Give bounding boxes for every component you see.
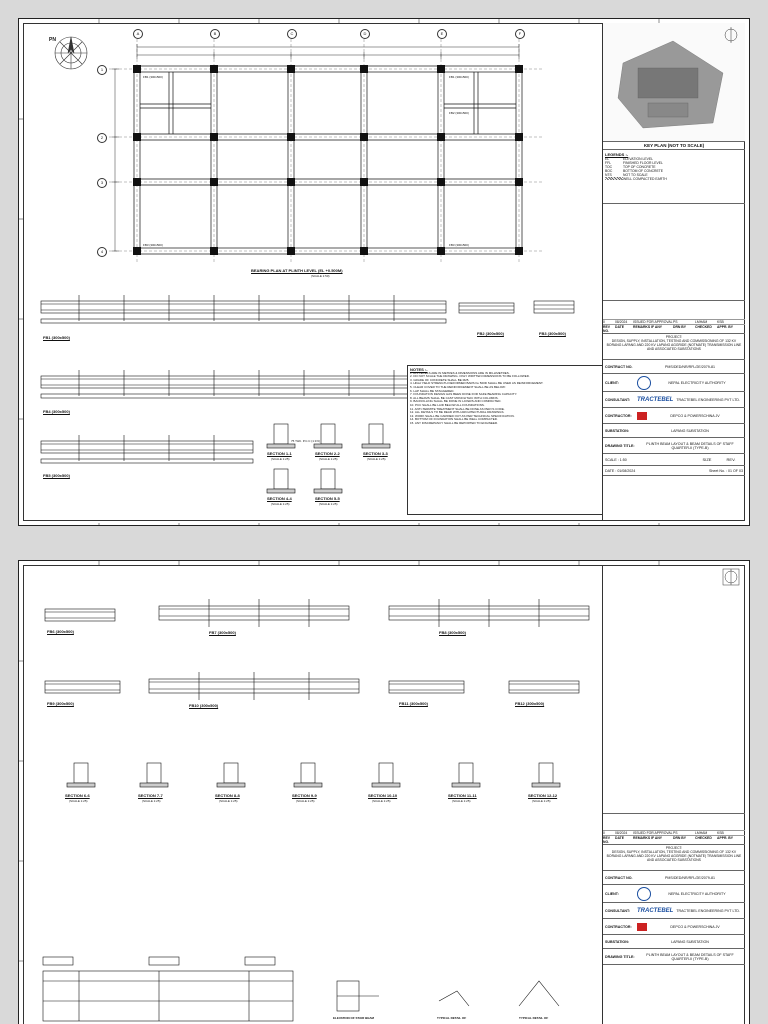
section-scale: (SCALE 1:25): [372, 799, 391, 803]
note-item: 15. ANY DISCREPANCY SHALL BE REPORTED TO ENGINEER.: [410, 420, 498, 425]
legend-hatch-icon: [605, 177, 623, 180]
contractor-label: CONTRACTOR:: [605, 413, 632, 418]
drawing-sheet-1: [18, 18, 750, 526]
section-scale: (SCALE 1:25): [219, 799, 238, 803]
grid-bubble-c: C: [287, 29, 297, 39]
notes-title: NOTES :-: [410, 367, 428, 372]
compass-icon: [55, 37, 87, 69]
section-scale: (SCALE 1:25): [69, 799, 88, 803]
substation-name: LAPANG SUBSTATION: [671, 428, 709, 433]
tractebel-logo: TRACTEBEL: [637, 907, 674, 914]
rev-head: DATE: [615, 325, 624, 329]
title-block: [602, 565, 745, 1024]
section-scale: (SCALE 1:25): [367, 457, 386, 461]
section-scale: (SCALE 1:25): [532, 799, 551, 803]
beam-label-fb2: FB2 (300x500): [449, 111, 469, 115]
note-item: 13. WORK SHALL BE CARRIED OUT AS PER TECHNICAL SPECIFICATION.: [410, 413, 515, 418]
project-label: PROJECT:: [665, 335, 683, 339]
size-label: SIZE: [702, 457, 712, 462]
revision-table: [603, 814, 745, 845]
legend-desc: ELEVATION LEVEL: [623, 157, 654, 161]
grid-bubble-2: 2: [97, 133, 107, 143]
legend-desc: WELL COMPACTED EARTH: [623, 177, 667, 181]
grid-bubble-a: A: [133, 29, 143, 39]
revision-table: [603, 301, 745, 334]
beam-label-fb1-right: FB1 (300x500): [449, 75, 469, 79]
beam-title-fb8: FB8 (300x500): [439, 630, 466, 635]
legend-code: EL: [605, 157, 610, 161]
project-name: DESIGN, SUPPLY, INSTALLATION, TESTING AND COMMISSIONING OF 132 KV BORANG LAPANG AND 220 KV LAPANG AGGRIDE (NOTMATE) TRANSMISSION LINE AND ASSOCIATED SUBSTATIONS: [606, 339, 742, 351]
note-item: 4. HIGH YIELD STRENGTH DEFORMED BARS Fe 500D SHALL BE USED AS REINFORCEMENT.: [410, 381, 544, 386]
drawing-title-label: DRAWING TITLE:: [605, 443, 635, 448]
consultant-name: TRACTEBEL ENGINEERING PVT LTD.: [676, 908, 740, 913]
drawing-sheet-2: [18, 560, 750, 1024]
note-item: 3. GRADE OF CONCRETE SHALL BE M25.: [410, 377, 470, 382]
rev-head: CHECKED: [695, 325, 712, 329]
scale-label: SCALE : 1:50: [605, 457, 627, 462]
section-scale: (SCALE 1:25): [452, 799, 471, 803]
pcc-note: 75 THK. P.C.C (1:3:6): [291, 439, 320, 443]
nea-logo-icon: [637, 887, 651, 901]
drawing-title: PLINTH BEAM LAYOUT & BEAM DETAILS OF STAFF QUARTER-II (TYPE-B): [646, 441, 734, 450]
beam-title-fb2: FB2 (300x500): [477, 331, 504, 336]
section-title: SECTION 4-4: [267, 496, 292, 501]
client-name: NEPAL ELECTRICITY AUTHORITY: [668, 380, 726, 385]
beam-title-fb7: FB7 (300x500): [209, 630, 236, 635]
beam-title-fb9: FB9 (300x500): [47, 701, 74, 706]
north-icon: [723, 569, 739, 585]
substation-name: LAPANG SUBSTATION: [671, 939, 709, 944]
plan-title: BEARING PLAN AT PLINTH LEVEL (EL +0.500M): [251, 268, 343, 273]
key-plan-label: KEY PLAN (NOT TO SCALE): [603, 142, 745, 150]
section-title: SECTION 8-8: [215, 793, 240, 798]
date-label: DATE : 01/08/2024: [605, 468, 636, 473]
section-title: SECTION 12-12: [528, 793, 558, 798]
rev-cell: PS: [673, 831, 678, 835]
client-label: CLIENT:: [605, 380, 619, 385]
project-name: DESIGN, SUPPLY, INSTALLATION, TESTING AND COMMISSIONING OF 132 KV BORANG LAPANG AND 220 KV LAPANG AGGRIDE (NOTMATE) TRANSMISSION LINE AND ASSOCIATED SUBSTATIONS: [606, 850, 742, 862]
section-scale: (SCALE 1:25): [142, 799, 161, 803]
legend-panel: [603, 150, 745, 204]
section-scale: (SCALE 1:25): [271, 502, 290, 506]
tractebel-logo: TRACTEBEL: [637, 396, 674, 403]
contract-label: CONTRACT NO.: [605, 364, 633, 369]
note-item: 12. ALL DETAILS TO BE READ WITH ARCHITECTURAL DRAWINGS.: [410, 410, 505, 415]
grid-bubble-4: 4: [97, 247, 107, 257]
client-label: CLIENT:: [605, 891, 619, 896]
note-item: 2. DO NOT SCALE THE DRAWING. ONLY WRITTEN DIMENSIONS TO BE FOLLOWED.: [410, 374, 530, 379]
rev-head: REMARKS IF ANY: [633, 836, 663, 840]
rev-head: REV NO.: [603, 836, 610, 844]
section-scale: (SCALE 1:25): [271, 457, 290, 461]
notes-panel: [407, 365, 603, 515]
rev-cell: KSB: [717, 320, 724, 324]
note-item: 1. ALL LEVELS ARE IN METRES & DIMENSIONS ARE IN MILLIMETRES.: [410, 370, 510, 375]
note-item: 7. FOUNDATION DESIGN HAS BEEN DONE FOR SAFE BEARING CAPACITY.: [410, 392, 518, 397]
nea-logo-icon: [637, 376, 651, 390]
beam-title-fb4: FB4 (300x500): [43, 409, 70, 414]
rev-head: APPR. BY: [717, 325, 734, 329]
blank-area: [603, 204, 745, 301]
note-item: 14. BOTTOM OF FOUNDATION SHALL BE WELL COMPACTED.: [410, 417, 498, 422]
rev-cell: 0: [603, 320, 605, 324]
beam-label-fb3-right: FB3 (300x500): [449, 243, 469, 247]
substation-label: SUBSTATION:: [605, 428, 630, 433]
contract-no: PMS/DED/NR/RFL/2E/2079-81: [665, 875, 715, 880]
section-title: SECTION 11-11: [448, 793, 477, 798]
drawing-title: PLINTH BEAM LAYOUT & BEAM DETAILS OF STAFF QUARTER-II (TYPE-B): [646, 952, 734, 961]
grid-bubble-d: D: [360, 29, 370, 39]
note-item: 11. ANTI-TERMITE TREATMENT SHALL BE DONE AS PER IS CODE.: [410, 406, 505, 411]
legend-desc: FINISHED FLOOR LEVEL: [623, 161, 663, 165]
beam-title-fb11: FB11 (300x500): [399, 701, 428, 706]
detail-label-a: TYPICAL DETAIL OF: [437, 1016, 467, 1020]
detail-label-b: TYPICAL DETAIL OF: [519, 1016, 549, 1020]
rev-head: REMARKS IF ANY: [633, 325, 663, 329]
rev-head: DATE: [615, 836, 624, 840]
contractor-logo-icon: [637, 923, 647, 931]
rev-cell: 0: [603, 831, 605, 835]
note-item: 8. ALL BEAMS SHALL BE CAST MONOLITHIC WITH COLUMNS.: [410, 395, 499, 400]
rev-head: CHECKED: [695, 836, 712, 840]
sheet-no: Sheet No. : 01 OF 03: [709, 468, 743, 473]
section-title: SECTION 3-3: [363, 451, 388, 456]
rev-cell: KSB: [717, 831, 724, 835]
contractor-name: DEPCO & POWERSCHINA JV: [670, 413, 720, 418]
rev-head: REV NO.: [603, 325, 610, 333]
note-item: 5. CLEAR COVER TO THE REINFORCEMENT SHALL BE AS BELOW:: [410, 384, 506, 389]
rev-cell: LMHAM: [695, 320, 708, 324]
rev-head: DRN BY: [673, 325, 686, 329]
legend-code: TOC: [605, 165, 613, 169]
section-title: SECTION 9-9: [292, 793, 317, 798]
rev-cell: 08/2024: [615, 831, 628, 835]
section-scale: (SCALE 1:25): [296, 799, 315, 803]
legend-desc: NOT TO SCALE: [623, 173, 648, 177]
drawing-title-label: DRAWING TITLE:: [605, 954, 635, 959]
rev-label: REV.: [726, 457, 736, 462]
consultant-label: CONSULTANT:: [605, 908, 631, 913]
note-item: 9. BACKFILLING SHALL BE DONE IN LAYERS AND COMPACTED.: [410, 399, 502, 404]
substation-label: SUBSTATION:: [605, 939, 630, 944]
consultant-label: CONSULTANT:: [605, 397, 631, 402]
project-block: [603, 845, 745, 871]
section-title: SECTION 5-5: [315, 496, 340, 501]
grid-bubble-f: F: [515, 29, 525, 39]
section-title: SECTION 1-1: [267, 451, 292, 456]
grid-bubble-3: 3: [97, 178, 107, 188]
north-label: PN: [49, 37, 56, 43]
grid-bubble-b: B: [210, 29, 220, 39]
beam-label-fb1: FB1 (300x500): [143, 75, 163, 79]
rev-cell: ISSUED FOR APPROVAL: [633, 831, 673, 835]
contractor-logo-icon: [637, 412, 647, 420]
section-title: SECTION 6-6: [65, 793, 90, 798]
legend-desc: BOTTOM OF CONCRETE: [623, 169, 664, 173]
section-title: SECTION 10-10: [368, 793, 398, 798]
legend-desc: TOP OF CONCRETE: [623, 165, 656, 169]
contractor-name: DEPCO & POWERSCHINA JV: [670, 924, 720, 929]
key-plan-image: [603, 23, 745, 142]
contractor-label: CONTRACTOR:: [605, 924, 632, 929]
beam-title-fb1: FB1 (300x500): [43, 335, 70, 340]
rev-cell: PS: [673, 320, 678, 324]
plan-scale: (SCALE 1:50): [311, 274, 330, 278]
beam-label-fb3: FB3 (300x500): [143, 243, 163, 247]
rev-head: DRN BY: [673, 836, 686, 840]
contract-label: CONTRACT NO.: [605, 875, 633, 880]
rev-cell: LMHAM: [695, 831, 708, 835]
section-title: SECTION 7-7: [138, 793, 163, 798]
beam-title-fb5: FB5 (300x500): [43, 473, 70, 478]
consultant-name: TRACTEBEL ENGINEERING PVT LTD.: [676, 397, 740, 402]
section-title: SECTION 2-2: [315, 451, 340, 456]
blank-area: [603, 565, 745, 814]
grid-bubble-e: E: [437, 29, 447, 39]
title-block: [602, 23, 745, 521]
project-label: PROJECT:: [665, 846, 683, 850]
note-item: 10. PCC SHALL BE LAID BELOW ALL FOUNDATIONS.: [410, 402, 485, 407]
rev-cell: 08/2024: [615, 320, 628, 324]
note-item: 6. LAP SHALL BE STAGGERED.: [410, 388, 455, 393]
legend-title: LEGENDS :-: [605, 152, 629, 157]
beam-title-fb10: FB10 (300x500): [189, 703, 219, 708]
client-name: NEPAL ELECTRICITY AUTHORITY: [668, 891, 726, 896]
legend-code: NTS: [605, 173, 612, 177]
contract-no: PMS/DED/NR/RFL/2E/2079-81: [665, 364, 715, 369]
beam-title-fb6: FB6 (300x500): [47, 629, 74, 634]
grid-bubble-1: 1: [97, 65, 107, 75]
stair-beam-label: ELEVATION OF STAIR BEAM: [333, 1016, 374, 1020]
beam-title-fb12: FB12 (300x500): [515, 701, 545, 706]
project-block: [603, 334, 745, 360]
section-scale: (SCALE 1:25): [319, 502, 338, 506]
legend-code: BOC: [605, 169, 613, 173]
beam-title-fb3: FB3 (300x500): [539, 331, 566, 336]
rev-cell: ISSUED FOR APPROVAL: [633, 320, 673, 324]
legend-code: FFL: [605, 161, 612, 165]
section-scale: (SCALE 1:25): [319, 457, 338, 461]
rev-head: APPR. BY: [717, 836, 734, 840]
